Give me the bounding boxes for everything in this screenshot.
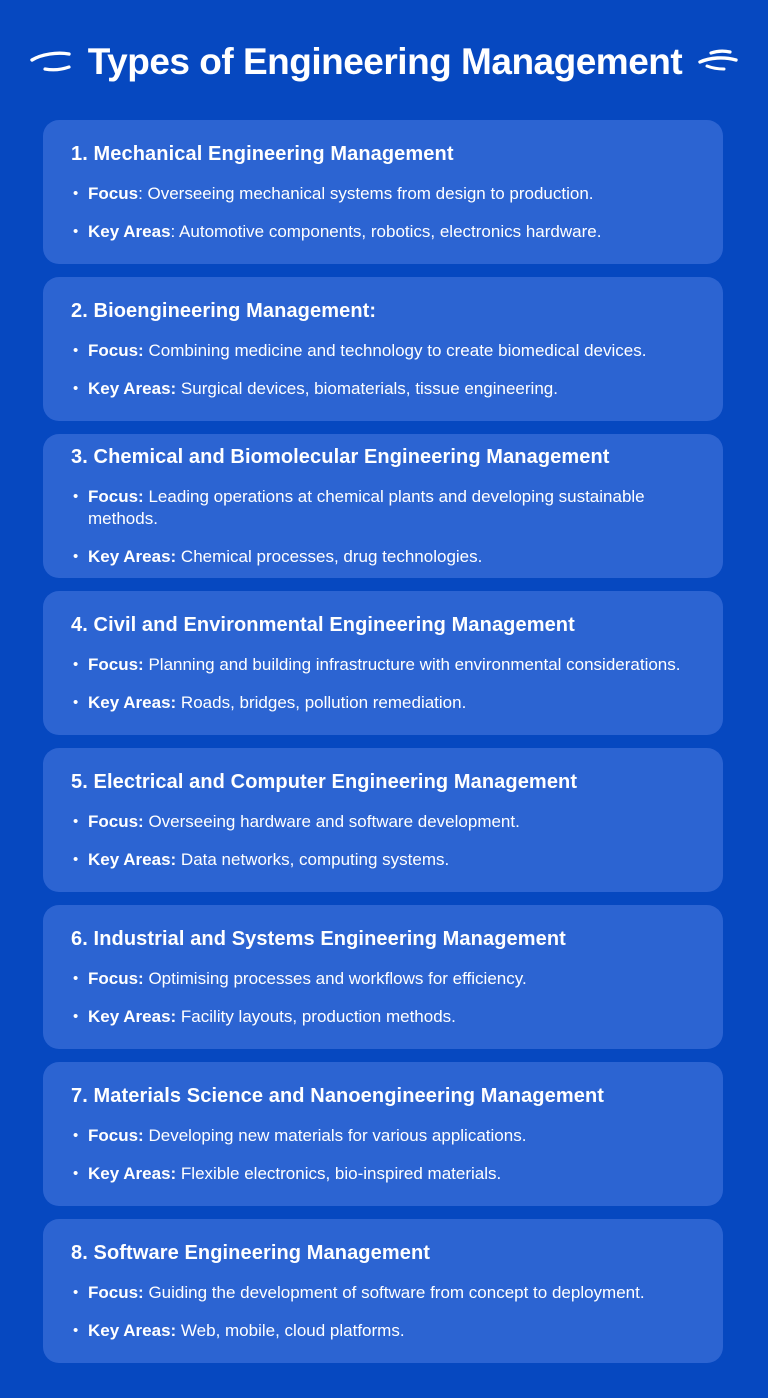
bullet-item	[71, 849, 707, 871]
bullet-item	[71, 654, 707, 676]
card-list	[0, 120, 768, 1363]
bullet-dot-icon: •	[73, 1165, 79, 1182]
page-title: Types of Engineering Management	[87, 40, 683, 82]
bullet-text	[88, 340, 707, 362]
bullet-text	[88, 1282, 707, 1304]
bullet-dot-icon: •	[73, 1284, 79, 1301]
bullet-item	[71, 1125, 707, 1147]
bullet-text	[88, 486, 707, 530]
bullet-list	[71, 340, 707, 400]
bullet-text	[88, 221, 707, 243]
bullet-body: Web, mobile, cloud platforms.	[176, 1321, 405, 1340]
bullet-dot-icon: •	[73, 488, 79, 505]
bullet-dot-icon: •	[73, 185, 79, 202]
bullet-label: Key Areas:	[88, 693, 177, 712]
bullet-text	[88, 968, 707, 990]
card-heading: 1. Mechanical Engineering Management	[71, 143, 454, 165]
bullet-body: Flexible electronics, bio-inspired materials.	[176, 1164, 502, 1183]
bullet-text	[88, 546, 707, 568]
bullet-body: Optimising processes and workflows for efficiency.	[143, 969, 527, 988]
bullet-dot-icon: •	[73, 1127, 79, 1144]
card-4	[43, 591, 723, 735]
bullet-text	[88, 811, 707, 833]
bullet-label: Focus:	[88, 969, 144, 988]
bullet-text	[88, 849, 707, 871]
bullet-body: : Automotive components, robotics, electronics hardware.	[170, 222, 602, 241]
bullet-dot-icon: •	[73, 813, 79, 830]
bullet-body: Leading operations at chemical plants and developing sustainable methods.	[88, 487, 645, 528]
card-heading: 4. Civil and Environmental Engineering Management	[71, 614, 575, 636]
card-3	[43, 434, 723, 578]
bullet-dot-icon: •	[73, 1322, 79, 1339]
bullet-body: Facility layouts, production methods.	[176, 1007, 456, 1026]
bullet-list	[71, 183, 707, 243]
card-7	[43, 1062, 723, 1206]
title-decoration-right-icon	[697, 46, 739, 74]
bullet-text	[88, 1006, 707, 1028]
bullet-text	[88, 1320, 707, 1342]
bullet-dot-icon: •	[73, 656, 79, 673]
bullet-body: Data networks, computing systems.	[176, 850, 450, 869]
bullet-body: Overseeing hardware and software development.	[143, 812, 520, 831]
bullet-text	[88, 654, 707, 676]
bullet-list	[71, 1125, 707, 1185]
card-2	[43, 277, 723, 421]
bullet-item	[71, 1006, 707, 1028]
bullet-label: Key Areas:	[88, 1321, 177, 1340]
bullet-label: Focus	[88, 184, 139, 203]
bullet-body: Developing new materials for various applications.	[143, 1126, 527, 1145]
card-heading: 3. Chemical and Biomolecular Engineering Management	[71, 446, 610, 468]
bullet-list	[71, 486, 707, 568]
bullet-label: Focus:	[88, 1283, 144, 1302]
bullet-item	[71, 1163, 707, 1185]
bullet-label: Key Areas:	[88, 1164, 177, 1183]
bullet-body: Guiding the development of software from concept to deployment.	[143, 1283, 645, 1302]
bullet-item	[71, 221, 707, 243]
bullet-dot-icon: •	[73, 223, 79, 240]
bullet-label: Key Areas:	[88, 379, 177, 398]
bullet-body: Chemical processes, drug technologies.	[176, 547, 483, 566]
bullet-label: Key Areas:	[88, 547, 177, 566]
card-heading: 5. Electrical and Computer Engineering Management	[71, 771, 578, 793]
card-heading: 8. Software Engineering Management	[71, 1242, 431, 1264]
bullet-list	[71, 1282, 707, 1342]
title-decoration-left-icon	[29, 46, 73, 74]
bullet-list	[71, 811, 707, 871]
bullet-label: Key Areas:	[88, 850, 177, 869]
bullet-label: Key Areas	[88, 222, 171, 241]
bullet-dot-icon: •	[73, 970, 79, 987]
bullet-dot-icon: •	[73, 1008, 79, 1025]
bullet-list	[71, 968, 707, 1028]
bullet-label: Focus:	[88, 812, 144, 831]
card-1	[43, 120, 723, 264]
bullet-text	[88, 692, 707, 714]
card-heading: 6. Industrial and Systems Engineering Management	[71, 928, 566, 950]
bullet-dot-icon: •	[73, 342, 79, 359]
bullet-item	[71, 1282, 707, 1304]
bullet-label: Key Areas:	[88, 1007, 177, 1026]
bullet-item	[71, 378, 707, 400]
card-8	[43, 1219, 723, 1363]
bullet-item	[71, 183, 707, 205]
bullet-item	[71, 968, 707, 990]
bullet-dot-icon: •	[73, 851, 79, 868]
bullet-label: Focus:	[88, 655, 144, 674]
card-5	[43, 748, 723, 892]
bullet-text	[88, 183, 707, 205]
bullet-list	[71, 654, 707, 714]
bullet-item	[71, 811, 707, 833]
bullet-text	[88, 378, 707, 400]
bullet-dot-icon: •	[73, 380, 79, 397]
bullet-body: Surgical devices, biomaterials, tissue engineering.	[176, 379, 558, 398]
bullet-text	[88, 1125, 707, 1147]
bullet-item	[71, 546, 707, 568]
bullet-body: Planning and building infrastructure with environmental considerations.	[143, 655, 681, 674]
bullet-label: Focus:	[88, 341, 144, 360]
bullet-item	[71, 692, 707, 714]
bullet-body: Combining medicine and technology to create biomedical devices.	[143, 341, 647, 360]
bullet-text	[88, 1163, 707, 1185]
card-heading: 7. Materials Science and Nanoengineering Management	[71, 1085, 605, 1107]
bullet-item	[71, 486, 707, 530]
bullet-dot-icon: •	[73, 694, 79, 711]
bullet-label: Focus:	[88, 1126, 144, 1145]
bullet-body: : Overseeing mechanical systems from design to production.	[138, 184, 594, 203]
card-6	[43, 905, 723, 1049]
bullet-item	[71, 340, 707, 362]
header	[0, 0, 768, 120]
bullet-dot-icon: •	[73, 548, 79, 565]
bullet-label: Focus:	[88, 487, 144, 506]
card-heading: 2. Bioengineering Management:	[71, 300, 377, 322]
bullet-item	[71, 1320, 707, 1342]
bullet-body: Roads, bridges, pollution remediation.	[176, 693, 467, 712]
